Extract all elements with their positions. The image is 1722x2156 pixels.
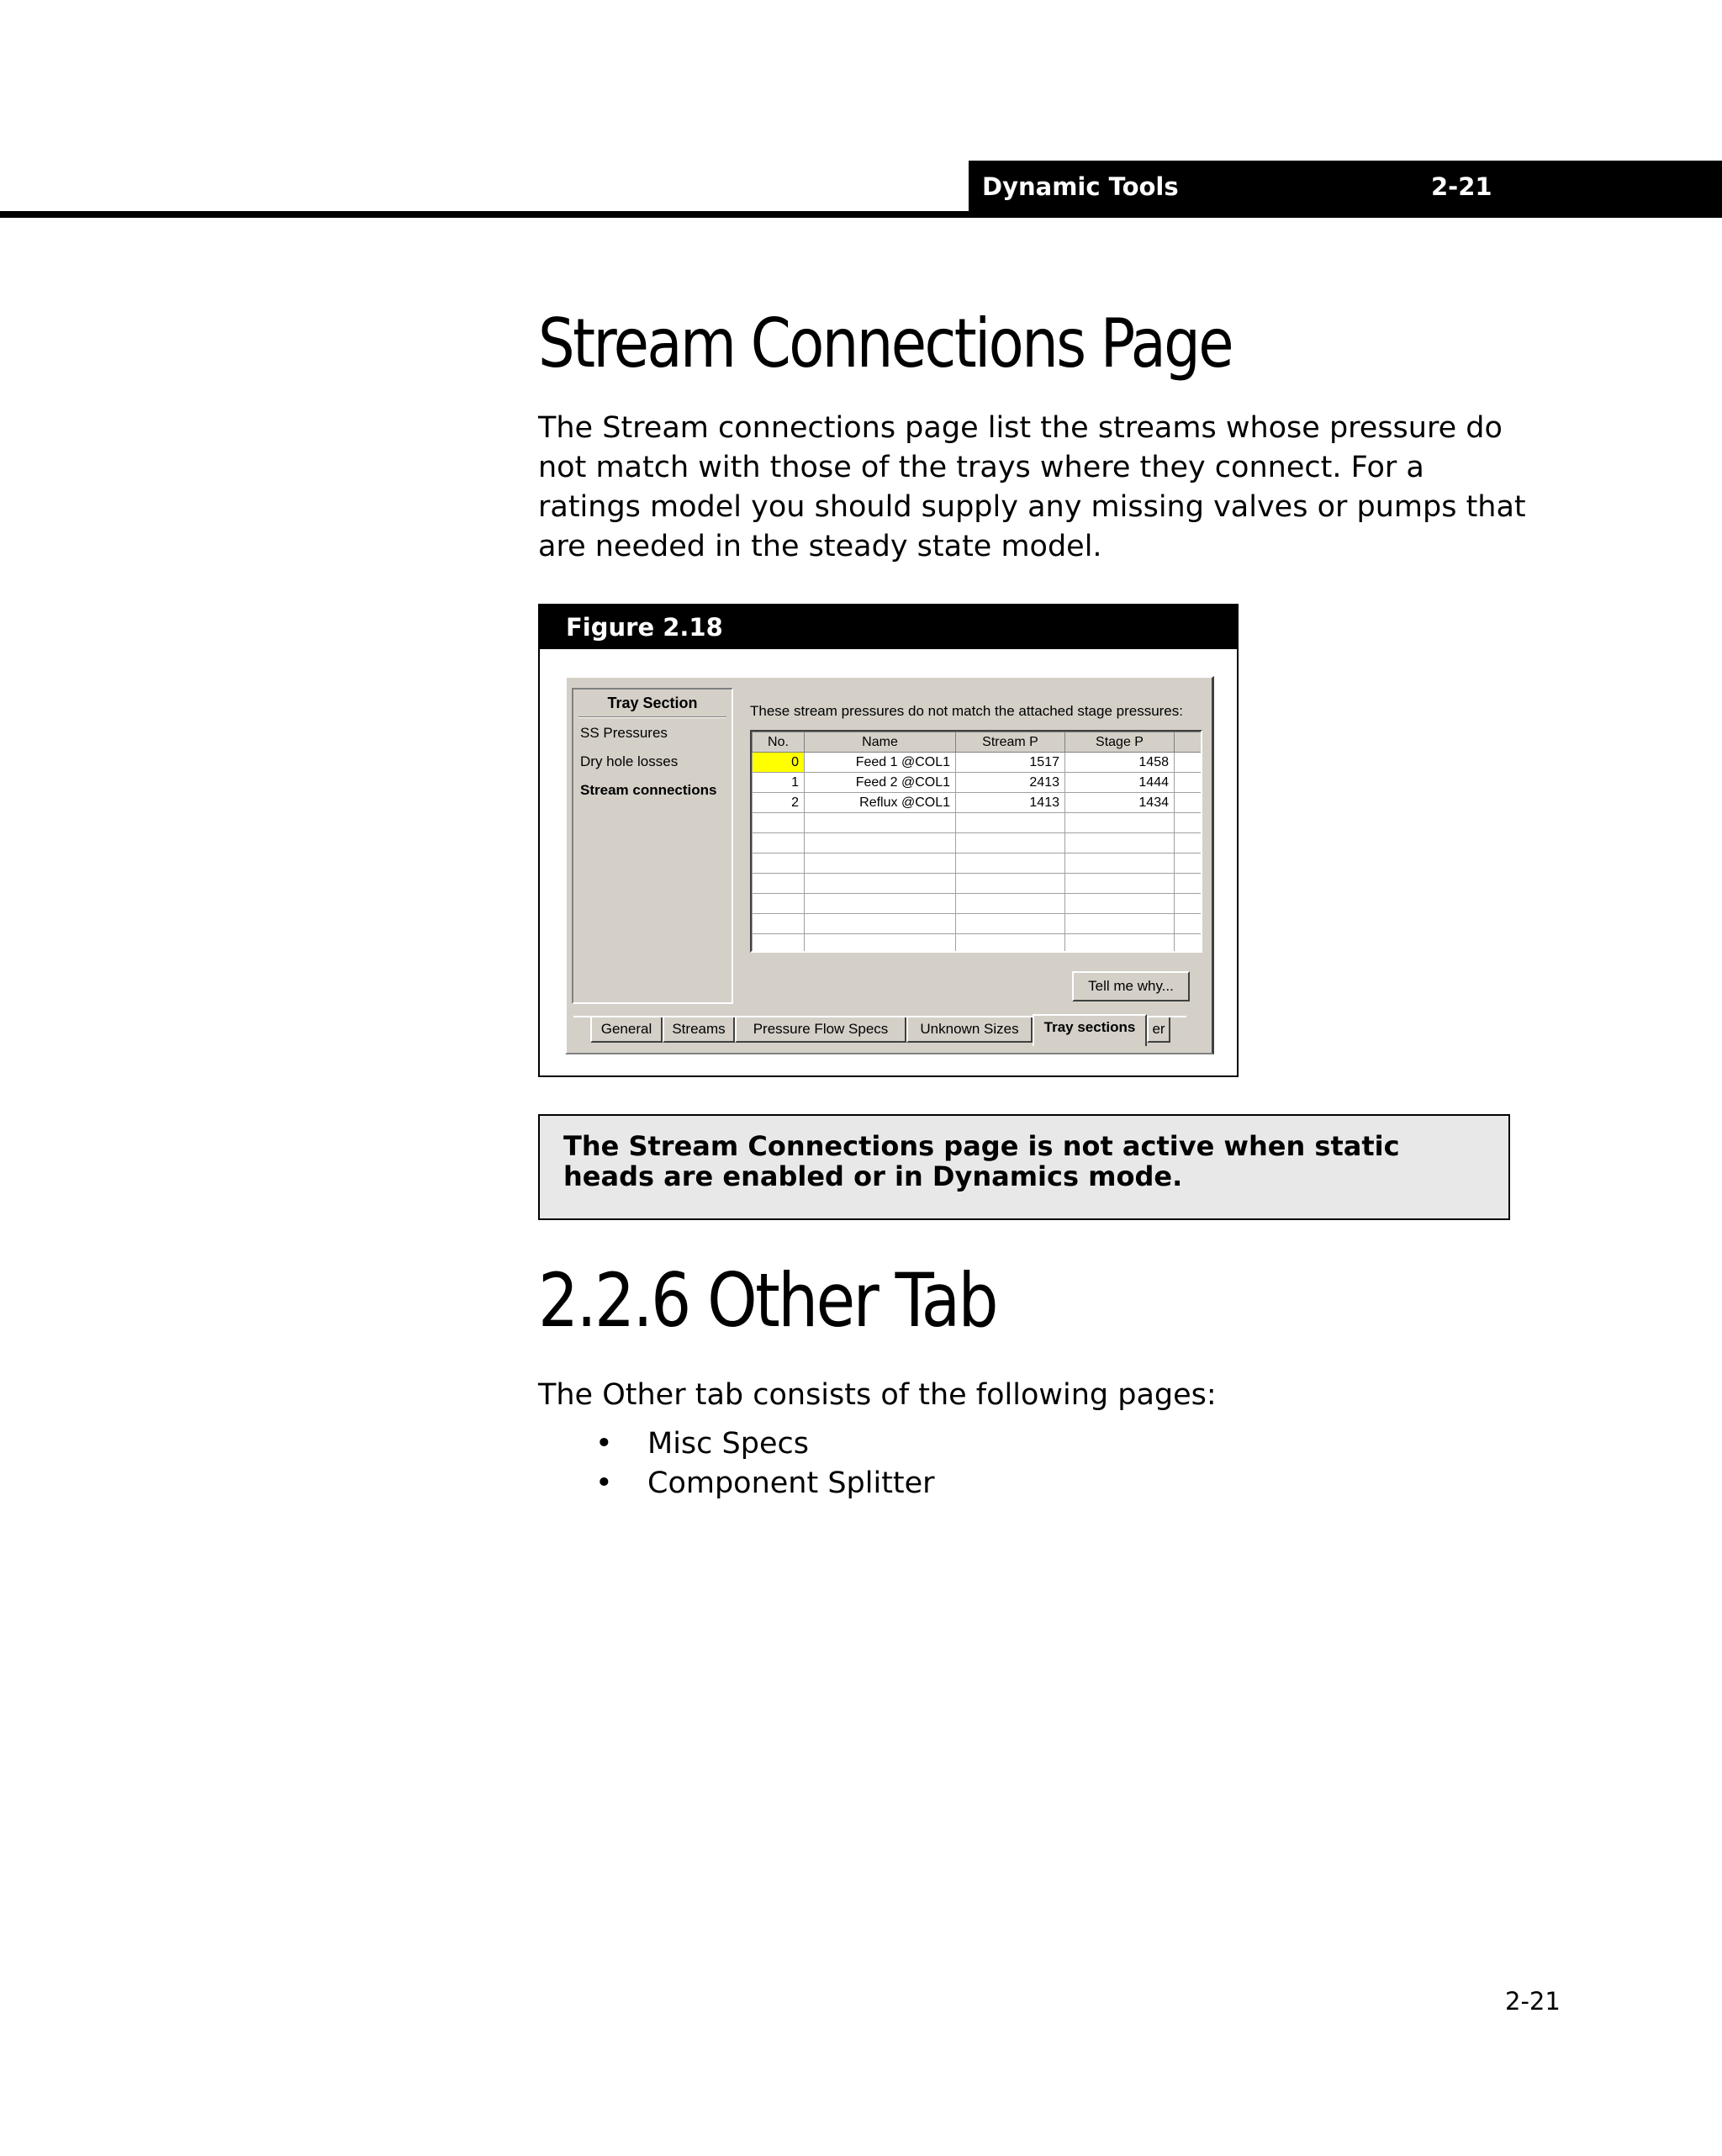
figure-2-18 xyxy=(538,604,1239,1077)
tab-strip xyxy=(567,1016,1212,1051)
cell-no[interactable]: 2 xyxy=(753,793,805,813)
cell-stream-p[interactable]: 1517 xyxy=(956,753,1065,773)
table-row-empty xyxy=(753,894,1203,914)
col-header-name[interactable]: Name xyxy=(805,732,956,753)
running-header xyxy=(969,161,1722,218)
cell-stage-p[interactable]: 1434 xyxy=(1065,793,1175,813)
tree-heading: Tray Section xyxy=(607,695,698,711)
tab-other-partial[interactable]: er xyxy=(1147,1017,1170,1043)
table-row[interactable] xyxy=(753,773,1203,793)
cell-name[interactable]: Feed 1 @COL1 xyxy=(805,753,956,773)
cell-blank xyxy=(1175,773,1203,793)
figure-caption-bar xyxy=(540,605,1237,649)
col-header-no[interactable]: No. xyxy=(753,732,805,753)
cell-stage-p[interactable]: 1458 xyxy=(1065,753,1175,773)
table-row[interactable] xyxy=(753,793,1203,813)
list-item xyxy=(538,1464,935,1503)
cell-no[interactable]: 1 xyxy=(753,773,805,793)
table-row-empty xyxy=(753,833,1203,853)
header-page-number: 2-21 xyxy=(1431,172,1492,201)
tell-me-why-button[interactable]: Tell me why... xyxy=(1072,971,1190,1001)
other-tab-page-list xyxy=(538,1424,935,1503)
section-body-other-tab: The Other tab consists of the following pages: xyxy=(538,1378,1217,1412)
grid-note: These stream pressures do not match the attached stage pressures: xyxy=(750,703,1183,719)
list-item-label: Misc Specs xyxy=(647,1427,809,1461)
cell-name[interactable]: Reflux @COL1 xyxy=(805,793,956,813)
table-row-empty xyxy=(753,934,1203,954)
tab-streams[interactable]: Streams xyxy=(663,1017,735,1043)
col-header-stage-p[interactable]: Stage P xyxy=(1065,732,1175,753)
tray-section-tree xyxy=(572,688,733,1004)
header-section-title: Dynamic Tools xyxy=(982,172,1179,201)
cell-no[interactable]: 0 xyxy=(753,753,805,773)
table-row-empty xyxy=(753,914,1203,934)
tree-item-ss-pressures[interactable]: SS Pressures xyxy=(580,725,668,741)
screenshot-window xyxy=(565,676,1214,1054)
table-row-empty xyxy=(753,874,1203,894)
table-row-empty xyxy=(753,813,1203,833)
cell-stage-p[interactable]: 1444 xyxy=(1065,773,1175,793)
list-item xyxy=(538,1424,935,1464)
cell-stream-p[interactable]: 2413 xyxy=(956,773,1065,793)
tab-unknown-sizes[interactable]: Unknown Sizes xyxy=(906,1017,1033,1043)
bullet-icon: • xyxy=(595,1427,613,1461)
section-body-stream-connections: The Stream connections page list the streams whose pressure do not match with those of the trays where they connect. For a ratings model you should supply any missing valves or pumps that are needed in the steady state model. xyxy=(538,411,1526,563)
footer-page-number: 2-21 xyxy=(1505,1987,1561,2016)
cell-name[interactable]: Feed 2 @COL1 xyxy=(805,773,956,793)
tree-item-dry-hole-losses[interactable]: Dry hole losses xyxy=(580,753,679,769)
bullet-icon: • xyxy=(595,1466,613,1500)
cell-blank xyxy=(1175,793,1203,813)
note-box xyxy=(538,1114,1510,1220)
cell-blank xyxy=(1175,753,1203,773)
table-row[interactable] xyxy=(753,753,1203,773)
col-header-stream-p[interactable]: Stream P xyxy=(956,732,1065,753)
table-row-empty xyxy=(753,853,1203,874)
list-item-label: Component Splitter xyxy=(647,1466,935,1500)
note-text: The Stream Connections page is not active when static heads are enabled or in Dynamics mode. xyxy=(563,1130,1400,1192)
tab-general[interactable]: General xyxy=(590,1017,663,1043)
tree-item-stream-connections[interactable]: Stream connections xyxy=(580,782,717,798)
stream-pressure-grid xyxy=(750,730,1202,953)
section-heading-other-tab: 2.2.6 Other Tab xyxy=(538,1257,996,1344)
figure-caption: Figure 2.18 xyxy=(566,613,723,642)
col-header-blank xyxy=(1175,732,1203,753)
tab-pressure-flow-specs[interactable]: Pressure Flow Specs xyxy=(735,1017,906,1043)
cell-stream-p[interactable]: 1413 xyxy=(956,793,1065,813)
section-heading-stream-connections: Stream Connections Page xyxy=(538,304,1233,383)
tab-tray-sections[interactable]: Tray sections xyxy=(1033,1014,1147,1046)
tree-divider xyxy=(578,716,726,718)
stream-pressure-table xyxy=(752,732,1202,953)
table-header-row xyxy=(753,732,1203,753)
